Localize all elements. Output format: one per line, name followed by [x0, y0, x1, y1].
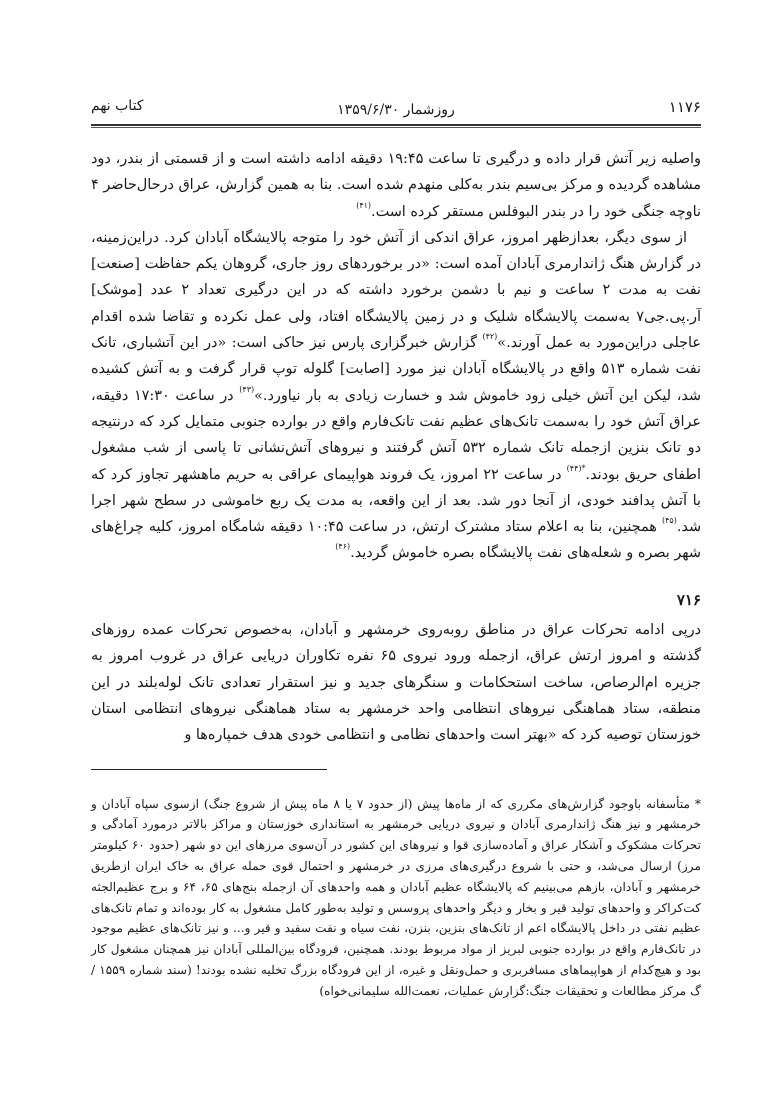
footnote-ref: (۴۱) — [356, 200, 372, 210]
running-title: روزشمار ۱۳۵۹/۶/۳۰ — [337, 102, 455, 118]
footnote-ref: (۴۳) — [239, 384, 255, 394]
footnote-ref: *(۴۴) — [566, 463, 586, 473]
book-page — [91, 98, 701, 1002]
book-title: کتاب نهم — [91, 98, 144, 114]
page-number: ۱۱۷۶ — [668, 98, 701, 116]
section-paragraph: درپی ادامه تحرکات عراق در مناطق روبه‌روی خرمشهر و آبادان، به‌خصوص تحرکات عمده روزهای گذشته و امروز ارتش عراق، ازجمله ورود نیروی ۶۵ نفره تکاوران دریایی عراق در غروب امروز به جزیره ام‌الرصاص، ساخت استحکامات و سنگرهای جدید و نیز استقرار تعدادی تانک لوله‌بلند در این منطقه، ستاد هماهنگی نیروهای انتظامی واحد خرمشهر به ستاد هماهنگی نیروهای انتظامی استان خوزستان توصیه کرد که «بهتر است واحدهای نظامی و انتظامی خودی هدف خمپاره‌ها و — [91, 622, 701, 744]
footnote-rule — [91, 769, 327, 770]
body-text — [91, 146, 701, 749]
footnote-ref: (۴۵) — [661, 516, 677, 526]
footnote-ref: (۴۶) — [335, 542, 351, 552]
paragraph: واصلیه زیر آتش قرار داده و درگیری تا ساعت ۱۹:۴۵ دقیقه ادامه داشته است و از قسمتی از بندر، دود مشاهده گردیده و مرکز بی‌سیم بندر به‌کلی منهدم شده است. بنا به همین گزارش، عراق درحال‌حاضر ۴ ناوچه جنگی خود را در بندر البوفلس مستقر کرده است.$^{(۴۱)}$ — [91, 151, 702, 220]
footnote-ref: (۴۲) — [482, 332, 498, 342]
footnote — [91, 794, 701, 1002]
header-rule — [91, 124, 701, 128]
footnote-text: * متأسفانه باوجود گزارش‌های مکرری که از ماه‌ها پیش (از حدود ۷ یا ۸ ماه پیش از شروع جنگ) ازسوی سپاه آبادان و خرمشهر و نیز هنگ ژاندارمری آبادان و نیروی دریایی خرمشهر به استانداری خوزستان و مراکز بالاتر درمورد آمادگی و تحرکات مشکوک و آشکار عراق و آماده‌سازی قوا و نیروهای این کشور در آن‌سوی مرزهای این دو شهر (حدود ۶۰ کیلومتر مرز) ارسال می‌شد، و حتی با شروع درگیری‌های مرزی در خرمشهر و احتمال قوی حمله عراق به خاک ایران ازطریق خرمشهر و آبادان، بازهم می‌بینیم که پالایشگاه عظیم آبادان و همه واحدهای آن ازجمله بنج‌های ۶۵، ۶۴ و برج عظیم‌الجثه کت‌کراکر و واحدهای تولید قیر و بخار و دیگر واحدهای پروسس و تولید به‌طور کامل مشغول به کار بوده‌اند و تمام تانک‌های عظیم نفتی در داخل پالایشگاه اعم از تانک‌های بنزین، بنزن، نفت سیاه و نفت سفید و قیر و... و نیز تانک‌های عظیم موجود در تانک‌فارم واقع در بوارده جنوبی لبریز از مواد مربوط بودند. همچنین، فرودگاه بین‌المللی آبادان نیز همچنان مشغول کار بود و هیچ‌کدام از هواپیماهای مسافربری و حمل‌ونقل و غیره، از این فرودگاه بزرگ تخلیه نشده بودند! (سند شماره ۱۵۵۹ /گ مرکز مطالعات و تحقیقات جنگ:گزارش عملیات، نعمت‌الله سلیمانی‌خواه) — [91, 796, 702, 998]
page-header — [91, 98, 701, 124]
paragraph: از سوی دیگر، بعدازظهر امروز، عراق اندکی از آتش خود را متوجه پالایشگاه آبادان کرد. دراین‌زمینه، در گزارش هنگ ژاندارمری آبادان آمده است: «در برخوردهای روز جاری، گروهان یکم حفاظت [صنعت] نفت به مدت ۲ ساعت و نیم با دشمن برخورد داشته که در این درگیری تعداد ۲ عدد [موشک] آر.پی.جی۷ به‌سمت پالایشگاه شلیک و در زمین پالایشگاه افتاد، ولی عمل نکرده و تقاضا شده اقدام عاجلی دراین‌مورد به عمل آورند.»$^{(۴۲)}$ گزارش خبرگزاری پارس نیز حاکی است: «در این آتشباری، تانک نفت شماره ۵۱۳ واقع در پالایشگاه آبادان نیز مورد [اصابت] گلوله توپ قرار گرفت و به آتش کشیده شد، لیکن این آتش خیلی زود خاموش شد و خسارت زیادی به بار نیاورد.»$^{(۴۳)}$ در ساعت ۱۷:۳۰ دقیقه، عراق آتش خود را به‌سمت تانک‌های عظیم نفت تانک‌فارم واقع در بوارده جنوبی متمایل کرد که درنتیجه دو تانک بنزین ازجمله تانک شماره ۵۳۲ آتش گرفتند و نیروهای آتش‌نشانی تا پاسی از شب مشغول اطفای حریق بودند.$^{*(۴۴)}$ در ساعت ۲۲ امروز، یک فروند هواپیمای عراقی به حریم ماهشهر تجاوز کرد که با آتش پدافند خودی، از آنجا دور شد. بعد از این واقعه، به مدت یک ربع خاموشی در سطح شهر اجرا شد.$^{(۴۵)}$ همچنین، بنا به اعلام ستاد مشترک ارتش، در ساعت ۱۰:۴۵ دقیقه شامگاه امروز، کلیه چراغ‌های شهر بصره و شعله‌های نفت پالایشگاه بصره خاموش گردید.$^{(۴۶)}$ — [91, 229, 701, 562]
section-number: ۷۱۶ — [676, 590, 701, 609]
